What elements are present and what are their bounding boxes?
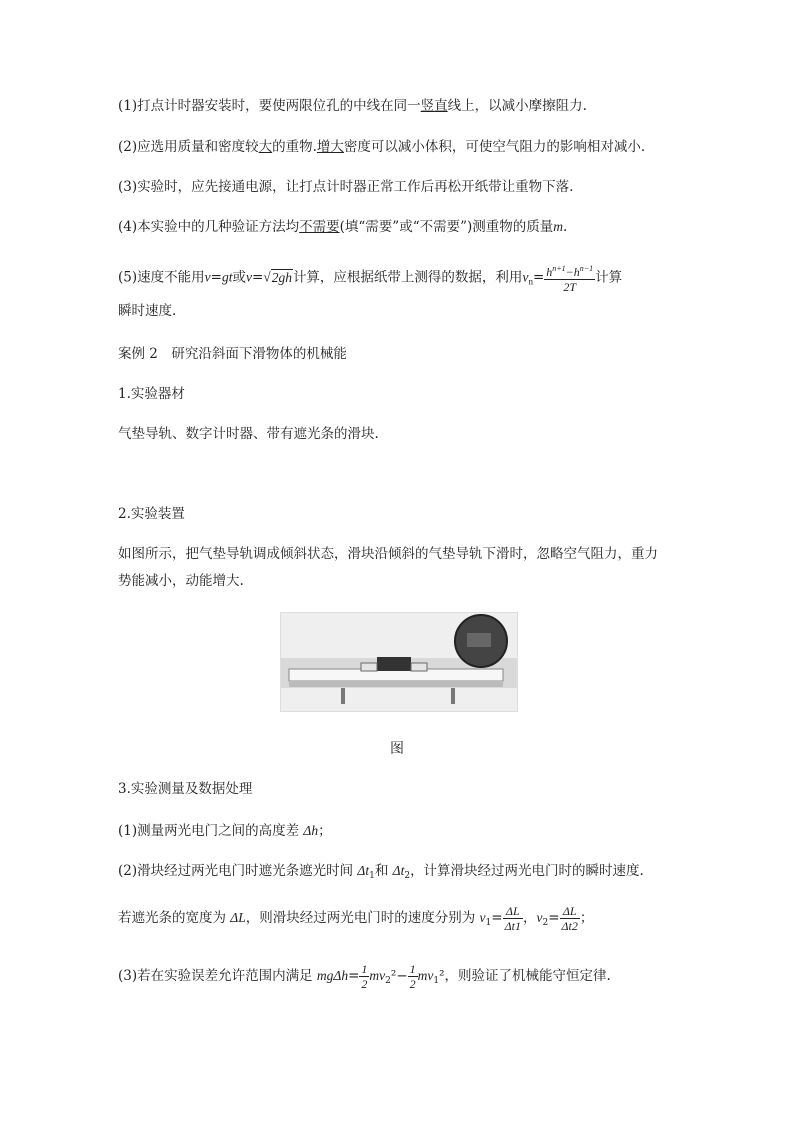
math-v: v: [204, 269, 211, 285]
text: 或: [232, 269, 246, 286]
math-delta-l: ΔL: [230, 910, 246, 925]
equals: =: [491, 910, 503, 926]
equals: =: [251, 269, 264, 286]
text: ；: [318, 823, 332, 839]
fraction-half: [359, 962, 369, 991]
sqrt-sign: √: [263, 269, 271, 285]
text: (5)速度不能用: [118, 269, 205, 286]
squared: ²: [439, 968, 445, 984]
text: 密度可以减小体积，可使空气阻力的影响相对减小.: [343, 139, 646, 155]
math-gt: gt: [221, 269, 233, 285]
fraction-v1: [503, 904, 523, 933]
section-2-title: 2.实验装置: [118, 506, 185, 522]
measure-2: [118, 862, 644, 885]
h: h: [573, 265, 580, 279]
text: 计算: [595, 269, 623, 286]
math-v: v: [479, 910, 486, 925]
equals: =: [532, 269, 545, 286]
denominator: 2: [361, 977, 368, 991]
equals: =: [210, 269, 222, 286]
denominator: Δt2: [561, 919, 578, 933]
measure-1: [118, 822, 332, 840]
subscript: 1: [433, 976, 440, 986]
text: (1)打点计时器安装时，要使两限位孔的中线在同一: [118, 98, 421, 114]
text: .: [563, 219, 568, 235]
numerator: ΔL: [560, 904, 580, 919]
text: ，计算滑块经过两光电门时的瞬时速度.: [410, 863, 644, 879]
underlined-text: 增大: [316, 139, 344, 155]
subscript: 2: [404, 871, 411, 881]
superscript: n−1: [579, 264, 594, 273]
underlined-text: 不需要: [299, 219, 340, 235]
measure-2-velocity: [118, 902, 593, 939]
text: 线上，以减小摩擦阻力.: [447, 98, 587, 114]
sqrt-expression: [263, 269, 293, 285]
math-m: m: [553, 219, 564, 234]
paragraph-2: [118, 138, 645, 156]
figure-caption: 图: [390, 741, 404, 757]
paragraph-3: (3)实验时，应先接通电源，让打点计时器正常工作后再松开纸带让重物下落.: [118, 179, 574, 195]
text: (2)应选用质量和密度较: [118, 139, 259, 155]
superscript: n+1: [552, 264, 566, 273]
numerator: ΔL: [503, 904, 523, 919]
paragraph-5-cont: 瞬时速度.: [118, 303, 177, 319]
equals: =: [548, 910, 560, 926]
section-1-body: 气垫导轨、数字计时器、带有遮光条的滑块.: [118, 426, 379, 442]
text: (填“需要”或“不需要”)测重物的质量: [339, 219, 554, 235]
minus: −: [396, 968, 408, 984]
underlined-text: 大: [258, 139, 273, 155]
text: 的重物.: [272, 139, 317, 155]
numerator: 1: [361, 962, 368, 976]
underlined-text: 竖直: [420, 98, 448, 114]
section-2-body-line-2: 势能减小，动能增大.: [118, 573, 244, 589]
text: 若遮光条的宽度为: [118, 910, 231, 926]
denominator: 2: [409, 977, 416, 991]
numerator: 1: [409, 962, 416, 976]
math-delta-h: Δh: [303, 823, 319, 838]
math-mv: mv: [417, 968, 434, 983]
equals: =: [348, 968, 360, 984]
math-v: v: [245, 269, 252, 285]
paragraph-5: [118, 262, 622, 297]
squared: ²: [390, 968, 397, 984]
text: ，则滑块经过两光电门时的速度分别为: [245, 910, 480, 926]
numerator: [544, 262, 595, 280]
math-mg-delta-h: mgΔh: [316, 968, 349, 983]
minus: −: [565, 265, 574, 279]
text: (1)测量两光电门之间的高度差: [118, 823, 304, 839]
section-1-title: 1.实验器材: [118, 386, 185, 402]
text: (2)滑块经过两光电门时遮光条遮光时间: [118, 863, 358, 879]
text: ，: [522, 910, 537, 926]
fraction-vn: [544, 262, 595, 294]
case-2-heading: 案例 2 研究沿斜面下滑物体的机械能: [118, 346, 347, 362]
paragraph-4: [118, 218, 567, 236]
section-3-title: 3.实验测量及数据处理: [118, 781, 253, 797]
radicand: 2gh: [271, 269, 292, 285]
h: h: [546, 265, 553, 279]
subscript-n: n: [528, 276, 533, 287]
text: (4)本实验中的几种验证方法均: [118, 219, 300, 235]
subscript: 2: [385, 976, 391, 986]
air-track-photo: [280, 612, 518, 712]
measure-3: [118, 960, 611, 997]
subscript: 2: [542, 918, 549, 928]
text: 计算，应根据纸带上测得的数据，利用: [292, 269, 523, 286]
math-delta-t: Δt: [392, 863, 405, 878]
denominator: Δt1: [504, 919, 521, 933]
text: ；: [579, 910, 594, 926]
subscript: 1: [485, 918, 492, 928]
fraction-half: [408, 962, 418, 991]
math-v: v: [522, 269, 529, 285]
denominator: 2T: [563, 280, 577, 294]
paragraph-1: [118, 97, 587, 115]
text: (3)若在实验误差允许范围内满足: [118, 968, 317, 984]
math-v: v: [536, 910, 543, 925]
math-mv: mv: [369, 968, 386, 983]
subscript: 1: [369, 871, 375, 881]
math-delta-t: Δt: [357, 863, 370, 878]
air-track-illustration: [281, 613, 517, 711]
text: 和: [374, 863, 393, 879]
fraction-v2: [560, 904, 580, 933]
text: ，则验证了机械能守恒定律.: [444, 968, 611, 984]
section-2-body-line-1: 如图所示，把气垫导轨调成倾斜状态，滑块沿倾斜的气垫导轨下滑时，忽略空气阻力，重力: [118, 546, 658, 562]
